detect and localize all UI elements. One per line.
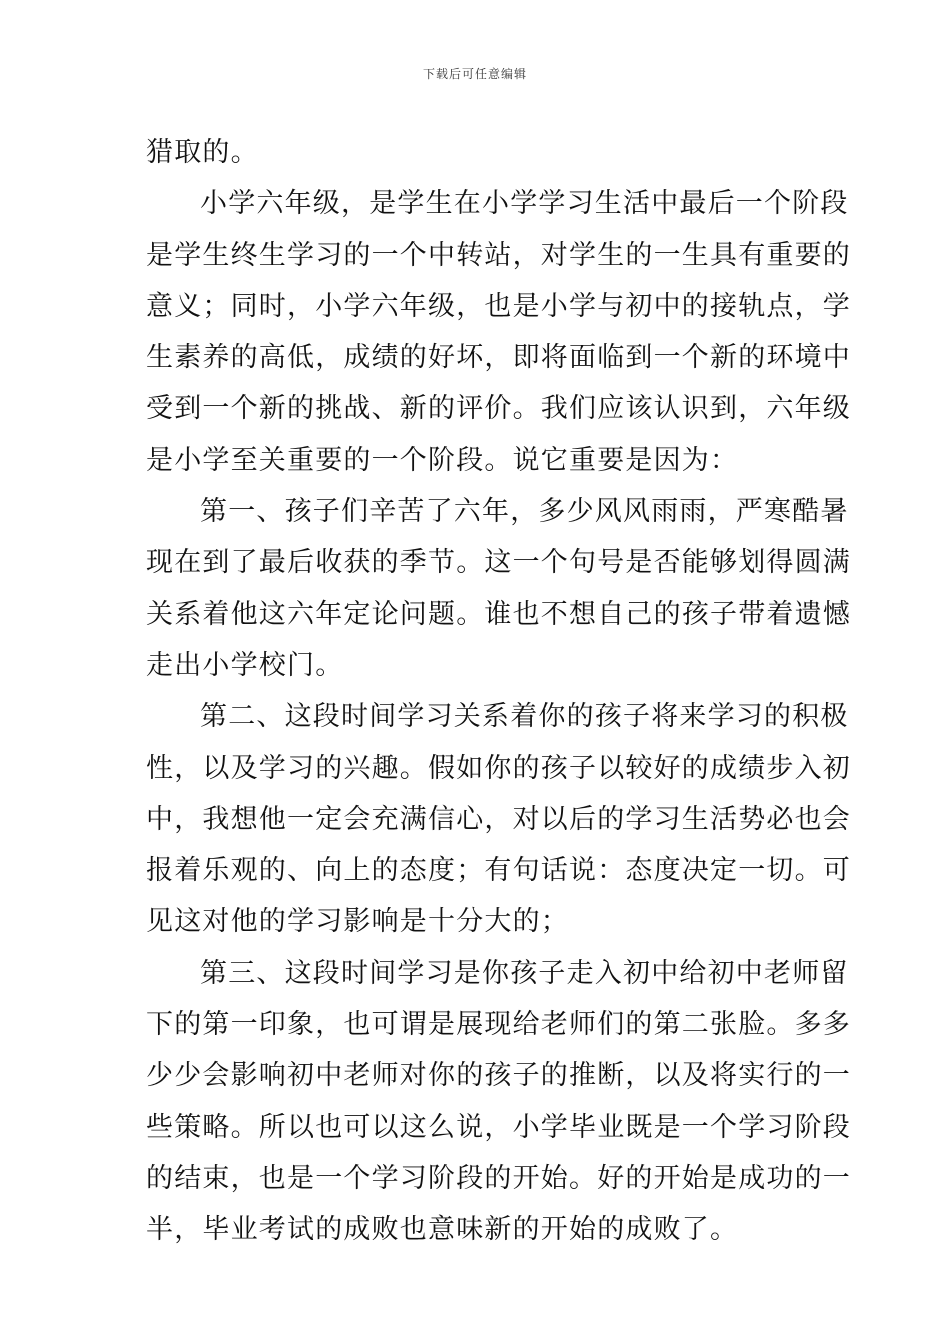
text-line: 半，毕业考试的成败也意味新的开始的成败了。 [146, 1214, 739, 1246]
text-line: 报着乐观的、向上的态度；有句话说：态度决定一切。可 [146, 855, 851, 887]
text-line: 是小学至关重要的一个阶段。说它重要是因为： [146, 444, 739, 476]
text-line: 少少会影响初中老师对你的孩子的推断，以及将实行的一 [146, 1060, 851, 1092]
page-header: 下载后可任意编辑 [422, 67, 527, 81]
text-line: 猎取的。 [146, 137, 259, 168]
text-line: 见这对他的学习影响是十分大的； [146, 906, 569, 938]
document-body [146, 127, 851, 1256]
text-line: 中，我想他一定会充满信心，对以后的学习生活势必也会 [146, 803, 851, 835]
paragraph-start-line: 第二、这段时间学习关系着你的孩子将来学习的积极 [200, 701, 849, 733]
text-line: 生素养的高低，成绩的好坏，即将面临到一个新的环境中 [146, 342, 851, 374]
text-line: 些策略。所以也可以这么说，小学毕业既是一个学习阶段 [146, 1111, 851, 1143]
text-line: 下的第一印象，也可谓是展现给老师们的第二张脸。多多 [146, 1009, 851, 1041]
text-line: 性，以及学习的兴趣。假如你的孩子以较好的成绩步入初 [146, 752, 851, 784]
paragraph-start-line: 第一、孩子们辛苦了六年，多少风风雨雨，严寒酷暑 [200, 496, 849, 528]
text-line: 意义；同时，小学六年级，也是小学与初中的接轨点，学 [146, 290, 851, 322]
text-line: 走出小学校门。 [146, 649, 344, 681]
text-line: 是学生终生学习的一个中转站，对学生的一生具有重要的 [146, 239, 851, 271]
text-line: 关系着他这六年定论问题。谁也不想自己的孩子带着遗憾 [146, 598, 851, 630]
text-line: 的结束，也是一个学习阶段的开始。好的开始是成功的一 [146, 1162, 851, 1194]
text-line: 受到一个新的挑战、新的评价。我们应该认识到，六年级 [146, 393, 851, 425]
paragraph-start-line: 小学六年级，是学生在小学学习生活中最后一个阶段 [200, 188, 849, 220]
text-line: 现在到了最后收获的季节。这一个句号是否能够划得圆满 [146, 547, 851, 579]
paragraph-start-line: 第三、这段时间学习是你孩子走入初中给初中老师留 [200, 957, 849, 989]
